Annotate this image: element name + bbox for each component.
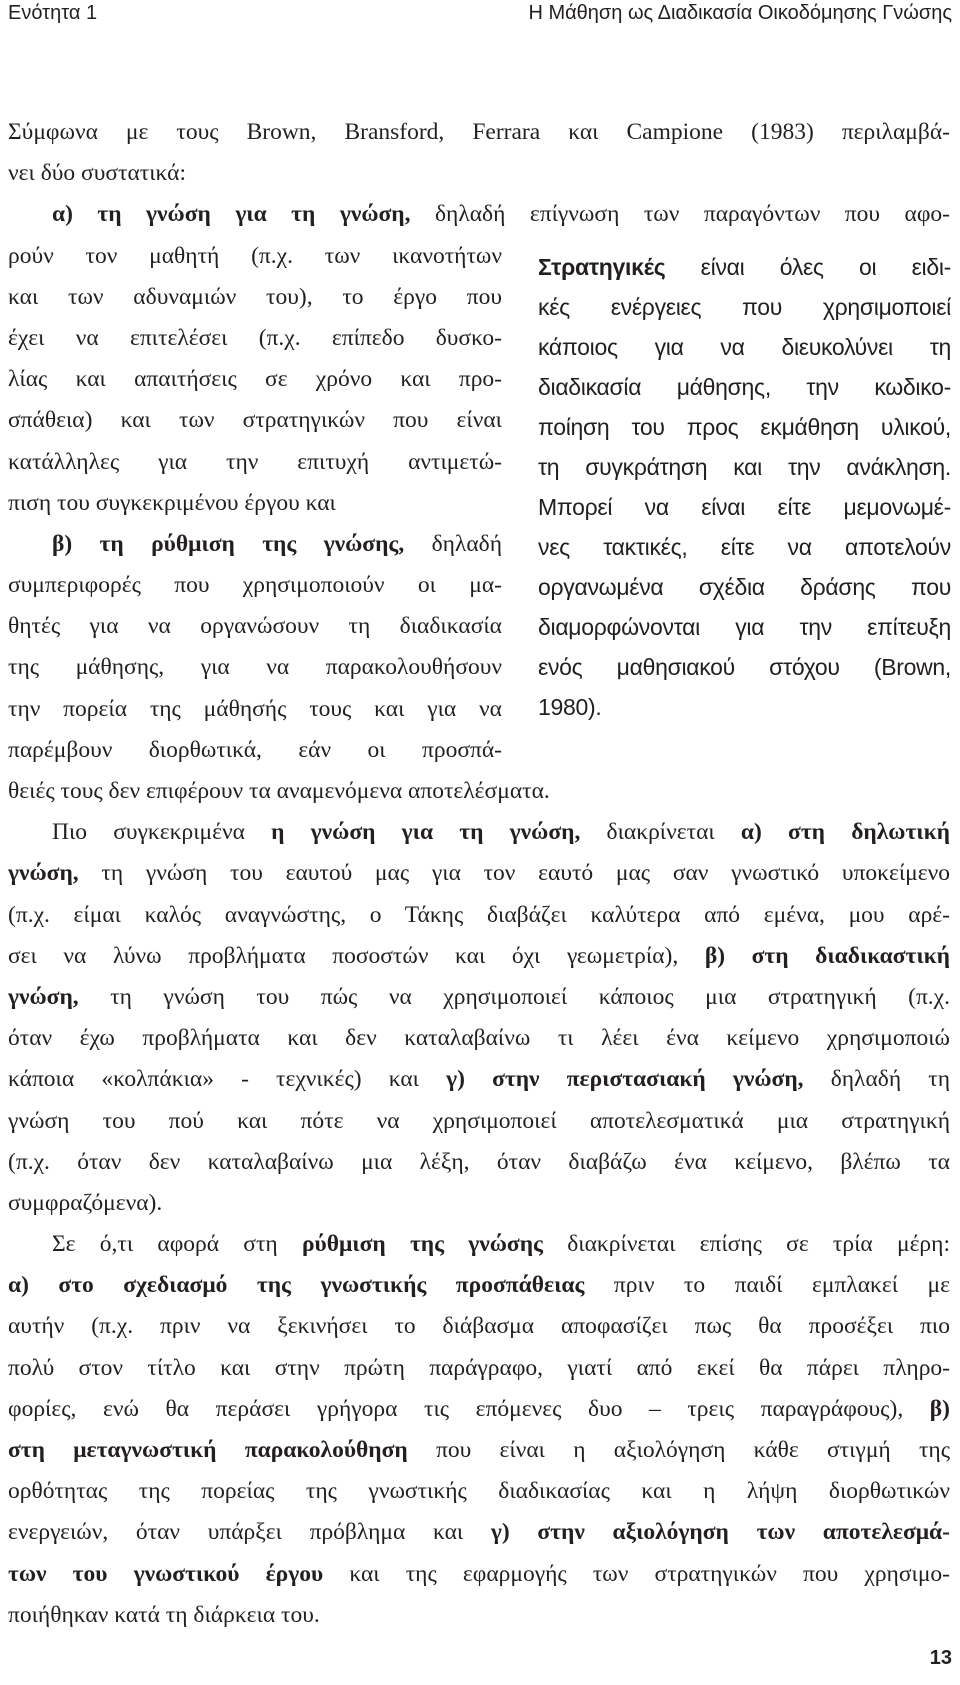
body-text [8,112,950,1636]
page-number: 13 [929,1647,952,1669]
text-line: λίας και απαιτήσεις σε χρόνο και προ- [8,366,502,393]
text-line: παρέμβουν διορθωτικά, εάν οι προσπά- [8,736,502,763]
sidebar-line: διαδικασία μάθησης, την κωδικο- [538,374,951,400]
text-line: νει δύο συστατικά: [8,160,186,187]
text-line: συμφραζόμενα). [8,1189,163,1216]
text-line: ενεργειών, όταν υπάρξει πρόβλημα και γ) στην αξιολόγηση των αποτελεσμά- [8,1519,950,1546]
text-line: ποιήθηκαν κατά τη διάρκεια του. [8,1601,320,1628]
text-line: την πορεία της μάθησής τους και για να [8,695,502,722]
running-head-title: Η Μάθηση ως Διαδικασία Οικοδόμησης Γνώσης [528,2,952,24]
text-line: α) τη γνώση για τη γνώση, δηλαδή επίγνωση των παραγόντων που αφο- [52,201,950,228]
text-line: Πιο συγκεκριμένα η γνώση για τη γνώση, διακρίνεται α) στη δηλωτική [52,819,950,846]
sidebar-line: τη συγκράτηση και την ανάκληση. [538,454,951,480]
text-line: και των αδυναμιών του), το έργο που [8,283,502,310]
text-line: ρούν τον μαθητή (π.χ. των ικανοτήτων [8,242,502,269]
text-line: κάποια «κολπάκια» - τεχνικές) και γ) στην περιστασιακή γνώση, δηλαδή τη [8,1066,950,1093]
term-regulation: β) τη ρύθμιση της γνώσης, [52,530,405,557]
text-line: φορίες, ενώ θα περάσει γρήγορα τις επόμενες δυο – τρεις παραγράφους), β) [8,1395,950,1422]
running-head-section: Ενότητα 1 [8,2,98,24]
text-line: ορθότητας της πορείας της γνωστικής διαδικασίας και η λήψη διορθωτικών [8,1478,950,1505]
text-line: στη μεταγνωστική παρακολούθηση που είναι η αξιολόγηση κάθε στιγμή της [8,1437,951,1463]
sidebar-line: ενός μαθησιακού στόχου (Brown, [538,654,951,680]
term-metaknowledge: α) τη γνώση για τη γνώση, [52,201,411,228]
text-line: Σύμφωνα με τους Brown, Bransford, Ferrara και Campione (1983) περιλαμβά- [8,119,950,145]
text-line: (π.χ. είμαι καλός αναγνώστης, ο Τάκης διαβάζει καλύτερα από εμένα, μου αρέ- [8,901,950,928]
sidebar-line: οργανωμένα σχέδια δράσης που [538,574,951,600]
sidebar-line: νες τακτικές, είτε να αποτελούν [538,534,951,560]
sidebar-line: διαμορφώνονται για την επίτευξη [538,614,951,640]
text-line: γνώση, τη γνώση του εαυτού μας για τον εαυτό μας σαν γνωστικό υποκείμενο [8,860,950,887]
text-line: (π.χ. όταν δεν καταλαβαίνω μια λέξη, όταν διαβάζω ένα κείμενο, βλέπω τα [8,1148,950,1175]
text-line: συμπεριφορές που χρησιμοποιούν οι μα- [8,572,502,599]
text-line: αυτήν (π.χ. πριν να ξεκινήσει το διάβασμα αποφασίζει πως θα προσέξει πιο [8,1313,950,1340]
text-line: γνώση, τη γνώση του πώς να χρησιμοποιεί κάποιος μια στρατηγική (π.χ. [8,983,950,1010]
text-line: των του γνωστικού έργου και της εφαρμογής των στρατηγικών που χρησιμο- [8,1560,951,1587]
text-line: πολύ στον τίτλο και στην πρώτη παράγραφο, γιατί από εκεί θα πάρει πληρο- [8,1354,950,1381]
text-line: όταν έχω προβλήματα και δεν καταλαβαίνω τι λέει ένα κείμενο χρησιμοποιώ [8,1025,950,1052]
text-line: πιση του συγκεκριμένου έργου και [8,489,336,516]
text-line: της μάθησης, για να παρακολουθήσουν [8,654,502,681]
sidebar-line: κάποιος για να διευκολύνει τη [538,334,951,360]
text-line: α) στο σχεδιασμό της γνωστικής προσπάθειας πριν το παιδί εμπλακεί με [8,1272,950,1299]
text-line: κατάλληλες για την επιτυχή αντιμετώ- [8,448,502,475]
sidebar-term: Στρατηγικές [538,254,666,280]
text-line: θητές για να οργανώσουν τη διαδικασία [8,613,502,640]
text-line: β) τη ρύθμιση της γνώσης, δηλαδή [52,530,502,557]
sidebar-line: Μπορεί να είναι είτε μεμονωμέ- [538,494,951,520]
text-line: γνώση του πού και πότε να χρησιμοποιεί αποτελεσματικά μια στρατηγική [8,1107,950,1134]
sidebar-line: Στρατηγικές είναι όλες οι ειδι- [538,254,951,280]
text-line: Σε ό,τι αφορά στη ρύθμιση της γνώσης διακρίνεται επίσης σε τρία μέρη: [52,1231,950,1258]
text-line: έχει να επιτελέσει (π.χ. επίπεδο δυσκο- [8,324,502,351]
sidebar-line: ποίηση του προς εκμάθηση υλικού, [538,414,951,440]
sidebar-line: 1980). [538,694,602,720]
sidebar-line: κές ενέργειες που χρησιμοποιεί [538,294,951,320]
text-line: σει να λύνω προβλήματα ποσοστών και όχι γεωμετρία), β) στη διαδικαστική [8,942,950,969]
text-line: σπάθεια) και των στρατηγικών που είναι [8,407,502,434]
text-line: θειές τους δεν επιφέρουν τα αναμενόμενα αποτελέσματα. [8,778,550,804]
